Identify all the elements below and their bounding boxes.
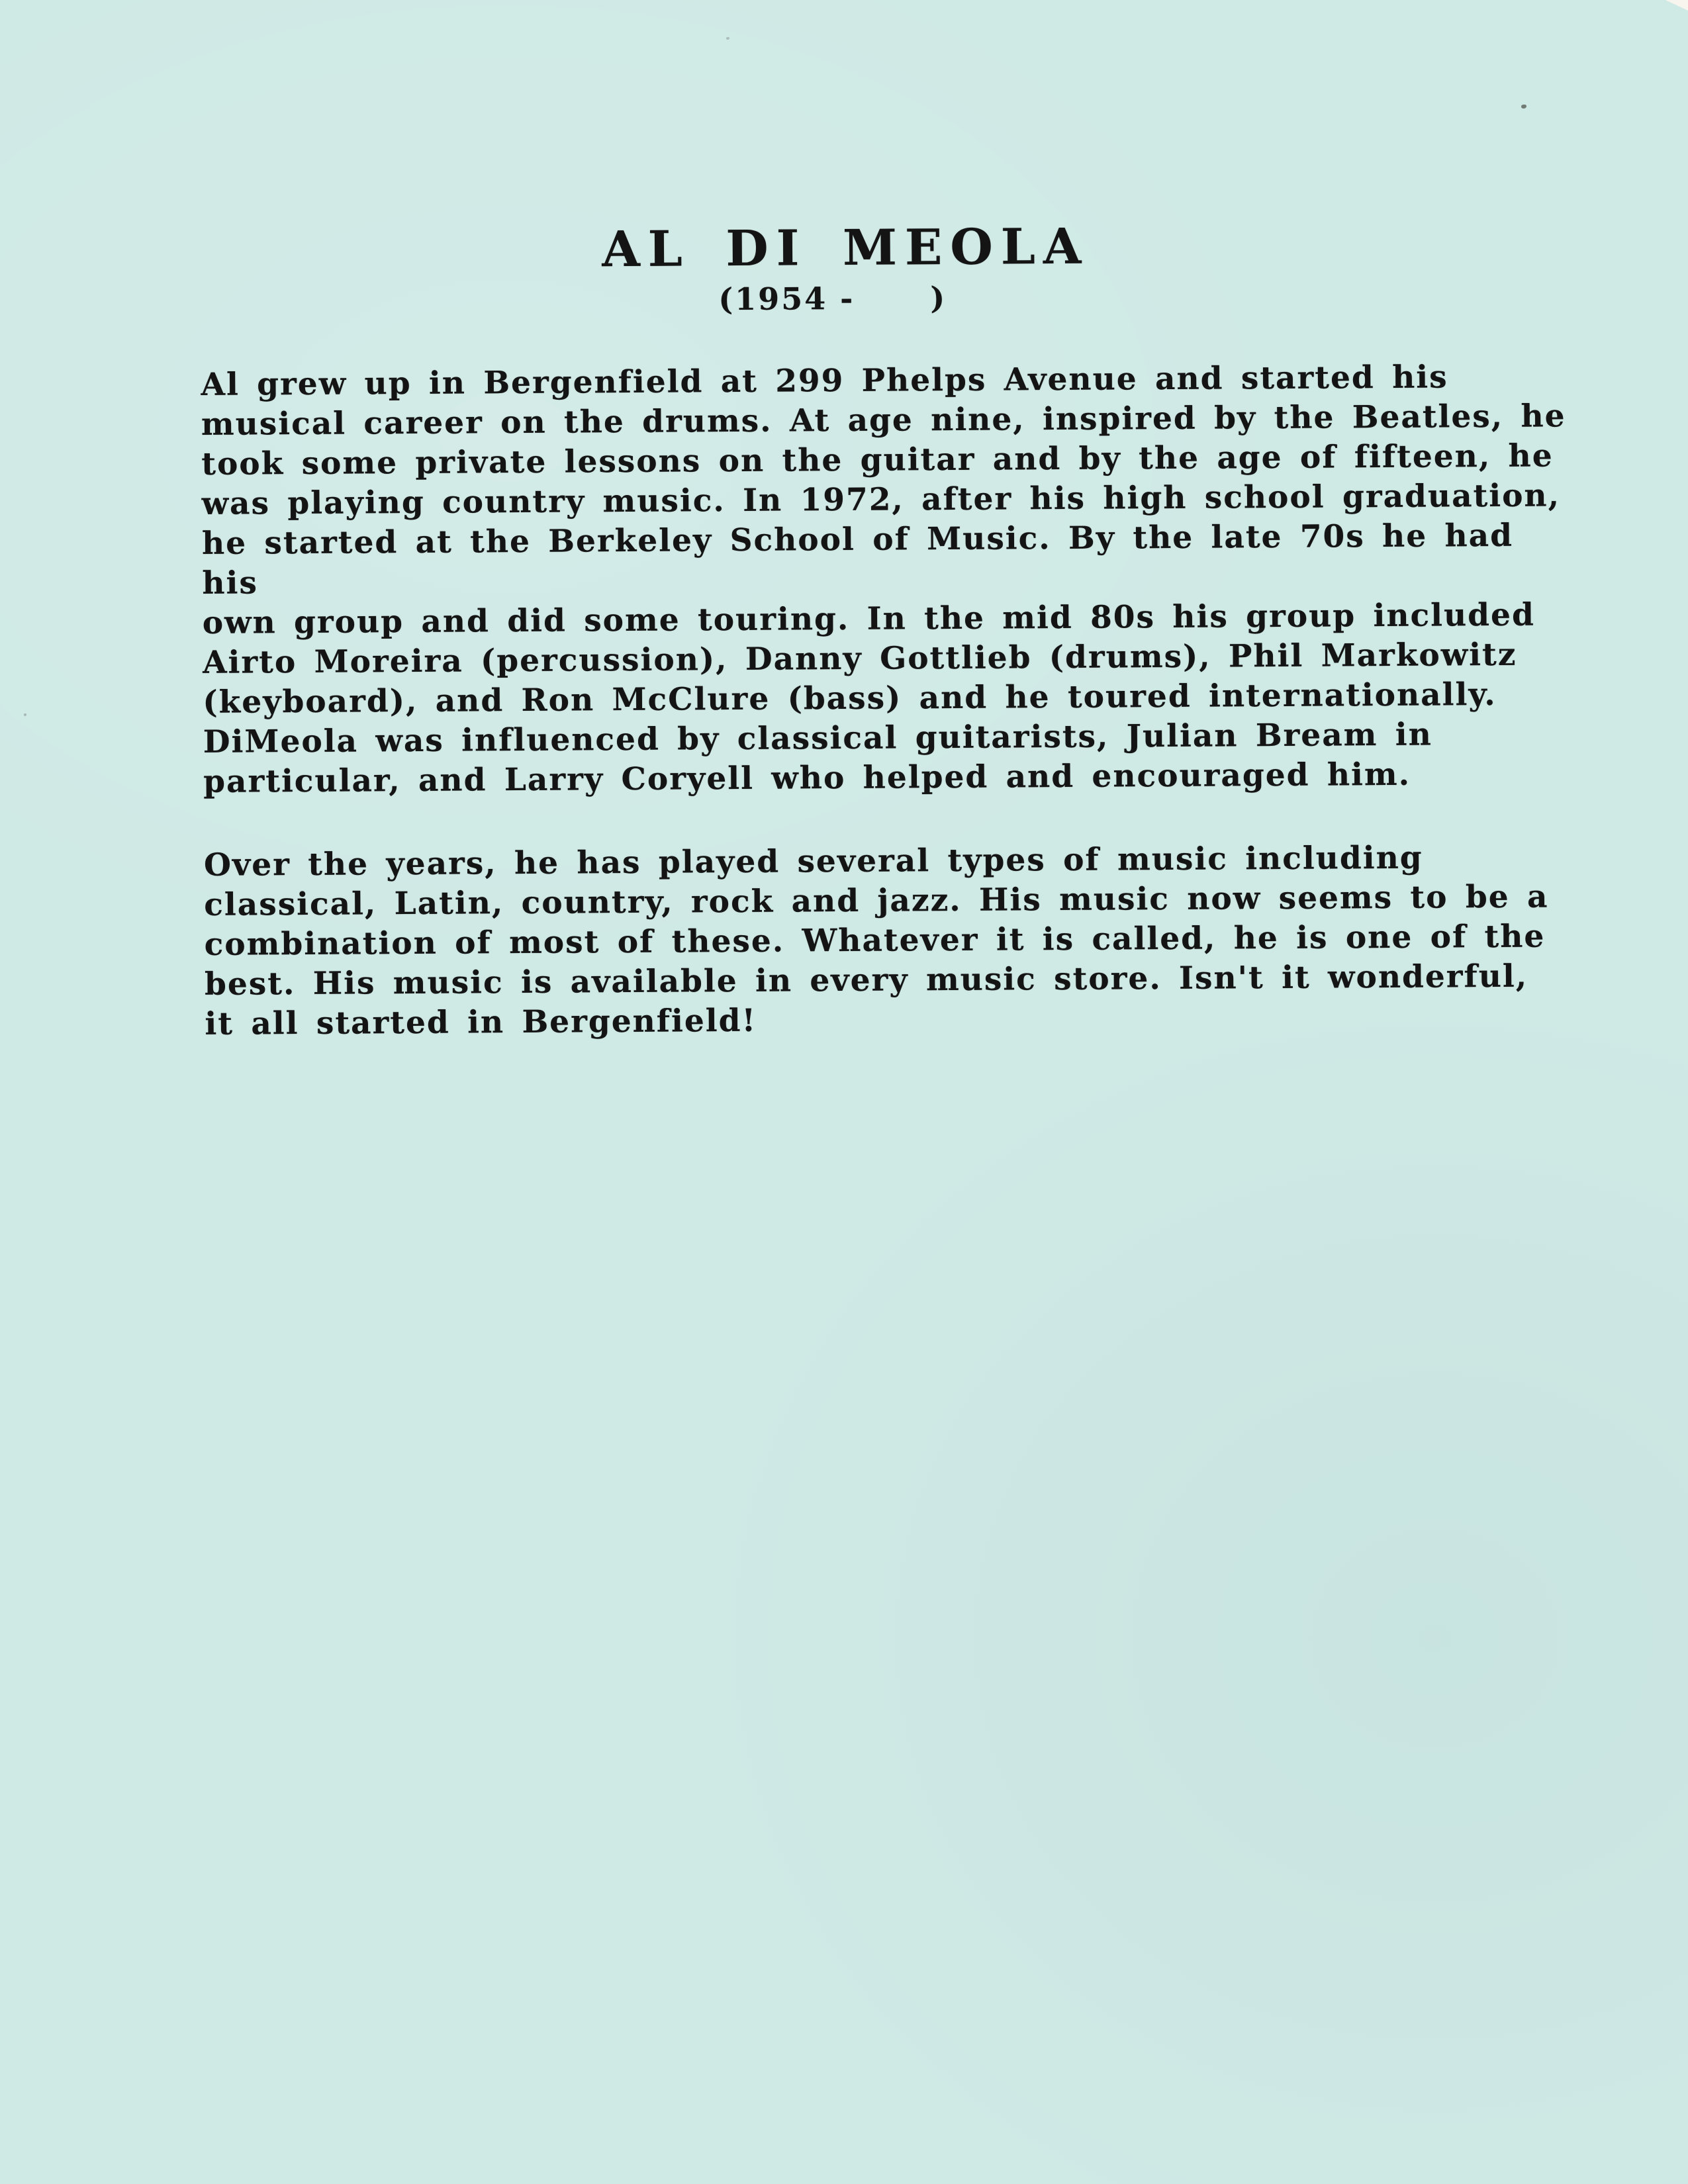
life-dates: (1954 - ) (718, 280, 947, 318)
body-text (201, 357, 1581, 1044)
paragraph-music-styles: Over the years, he has played several types of music including classical, Latin, country, rock and jazz. His music now seems to be a combination of most of these. Whatever it is called, he is one of the best. His music is available in every music store. Isn't it wonderful, it all started in Bergenfield! (203, 839, 1549, 1042)
page-title: AL DI MEOLA (602, 218, 1090, 279)
paragraph-biography: Al grew up in Bergenfield at 299 Phelps Avenue and started his musical career on the drums. At age nine, inspired by the Beatles, he took some private lessons on the guitar and by the age of fifteen, he was playing country music. In 1972, after his high school graduation, he started at the Berkeley School of Music. By the late 70s he had his own group and did some touring. In the mid 80s his group included Airto Moreira (percussion), Danny Gottlieb (drums), Phil Markowitz (keyboard), and Ron McClure (bass) and he toured internationally. DiMeola was influenced by classical guitarists, Julian Bream in particular, and Larry Coryell who helped and encouraged him. (201, 359, 1566, 800)
document-content (0, 0, 1688, 1046)
scan-corner-artifact (1665, 0, 1688, 11)
